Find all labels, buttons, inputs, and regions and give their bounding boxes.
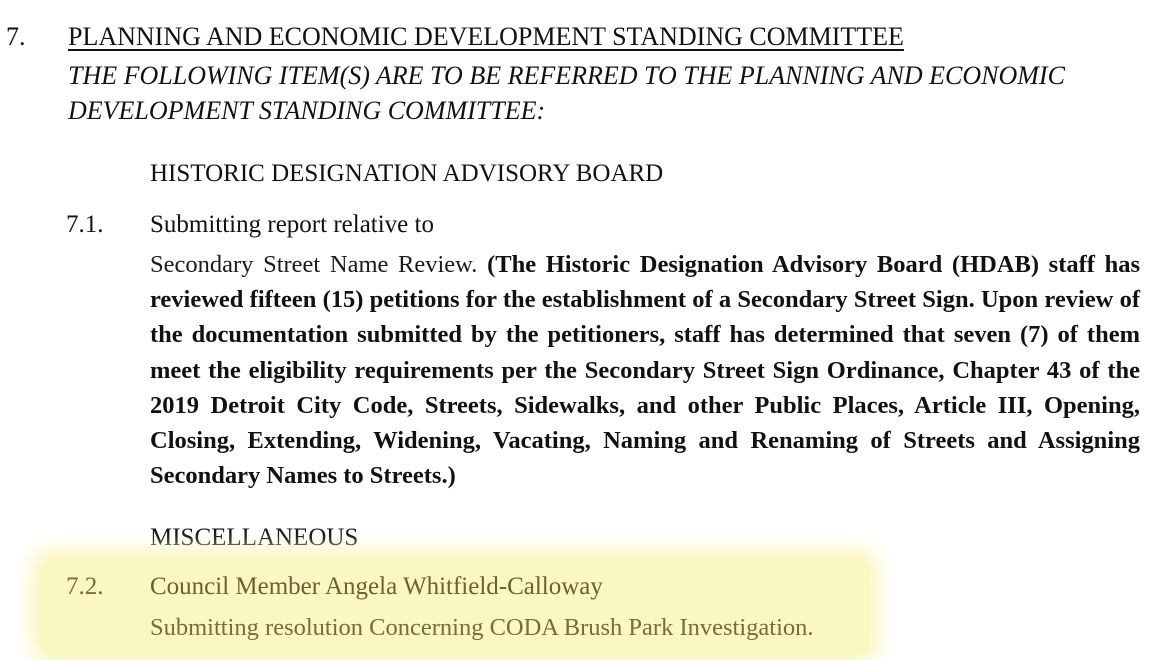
- section-title: PLANNING AND ECONOMIC DEVELOPMENT STANDING COMMITTEE: [68, 22, 904, 51]
- item-title-7-1: Submitting report relative to: [150, 211, 434, 238]
- item-title-7-2: Council Member Angela Whitfield-Calloway: [150, 573, 603, 600]
- group-heading-historic-board: HISTORIC DESIGNATION ADVISORY BOARD: [150, 160, 664, 187]
- item-number-7-2: 7.2.: [66, 573, 104, 600]
- item-description-7-2: Submitting resolution Concerning CODA Brush Park Investigation.: [150, 614, 814, 641]
- item-description-7-1: [150, 247, 1140, 493]
- section-number: 7.: [6, 22, 26, 51]
- item-lead-7-1: Secondary Street Name Review.: [150, 251, 478, 278]
- group-heading-miscellaneous: MISCELLANEOUS: [150, 524, 359, 551]
- referral-statement: THE FOLLOWING ITEM(S) ARE TO BE REFERRED TO THE PLANNING AND ECONOMIC DEVELOPMENT STANDING COMMITTEE:: [68, 61, 1065, 125]
- item-body-7-1: (The Historic Designation Advisory Board (HDAB) staff has reviewed fifteen (15) petitions for the establishment of a Secondary Street Sign. Upon review of the documentation submitted by the petitioners, staff has determined that seven (7) of them meet the eligibility requirements per the Secondary Street Sign Ordinance, Chapter 43 of the 2019 Detroit City Code, Streets, Sidewalks, and other Public Places, Article III, Opening, Closing, Extending, Widening, Vacating, Naming and Renaming of Streets and Assigning Secondary Names to Streets.): [150, 251, 1141, 490]
- item-number-7-1: 7.1.: [66, 211, 104, 238]
